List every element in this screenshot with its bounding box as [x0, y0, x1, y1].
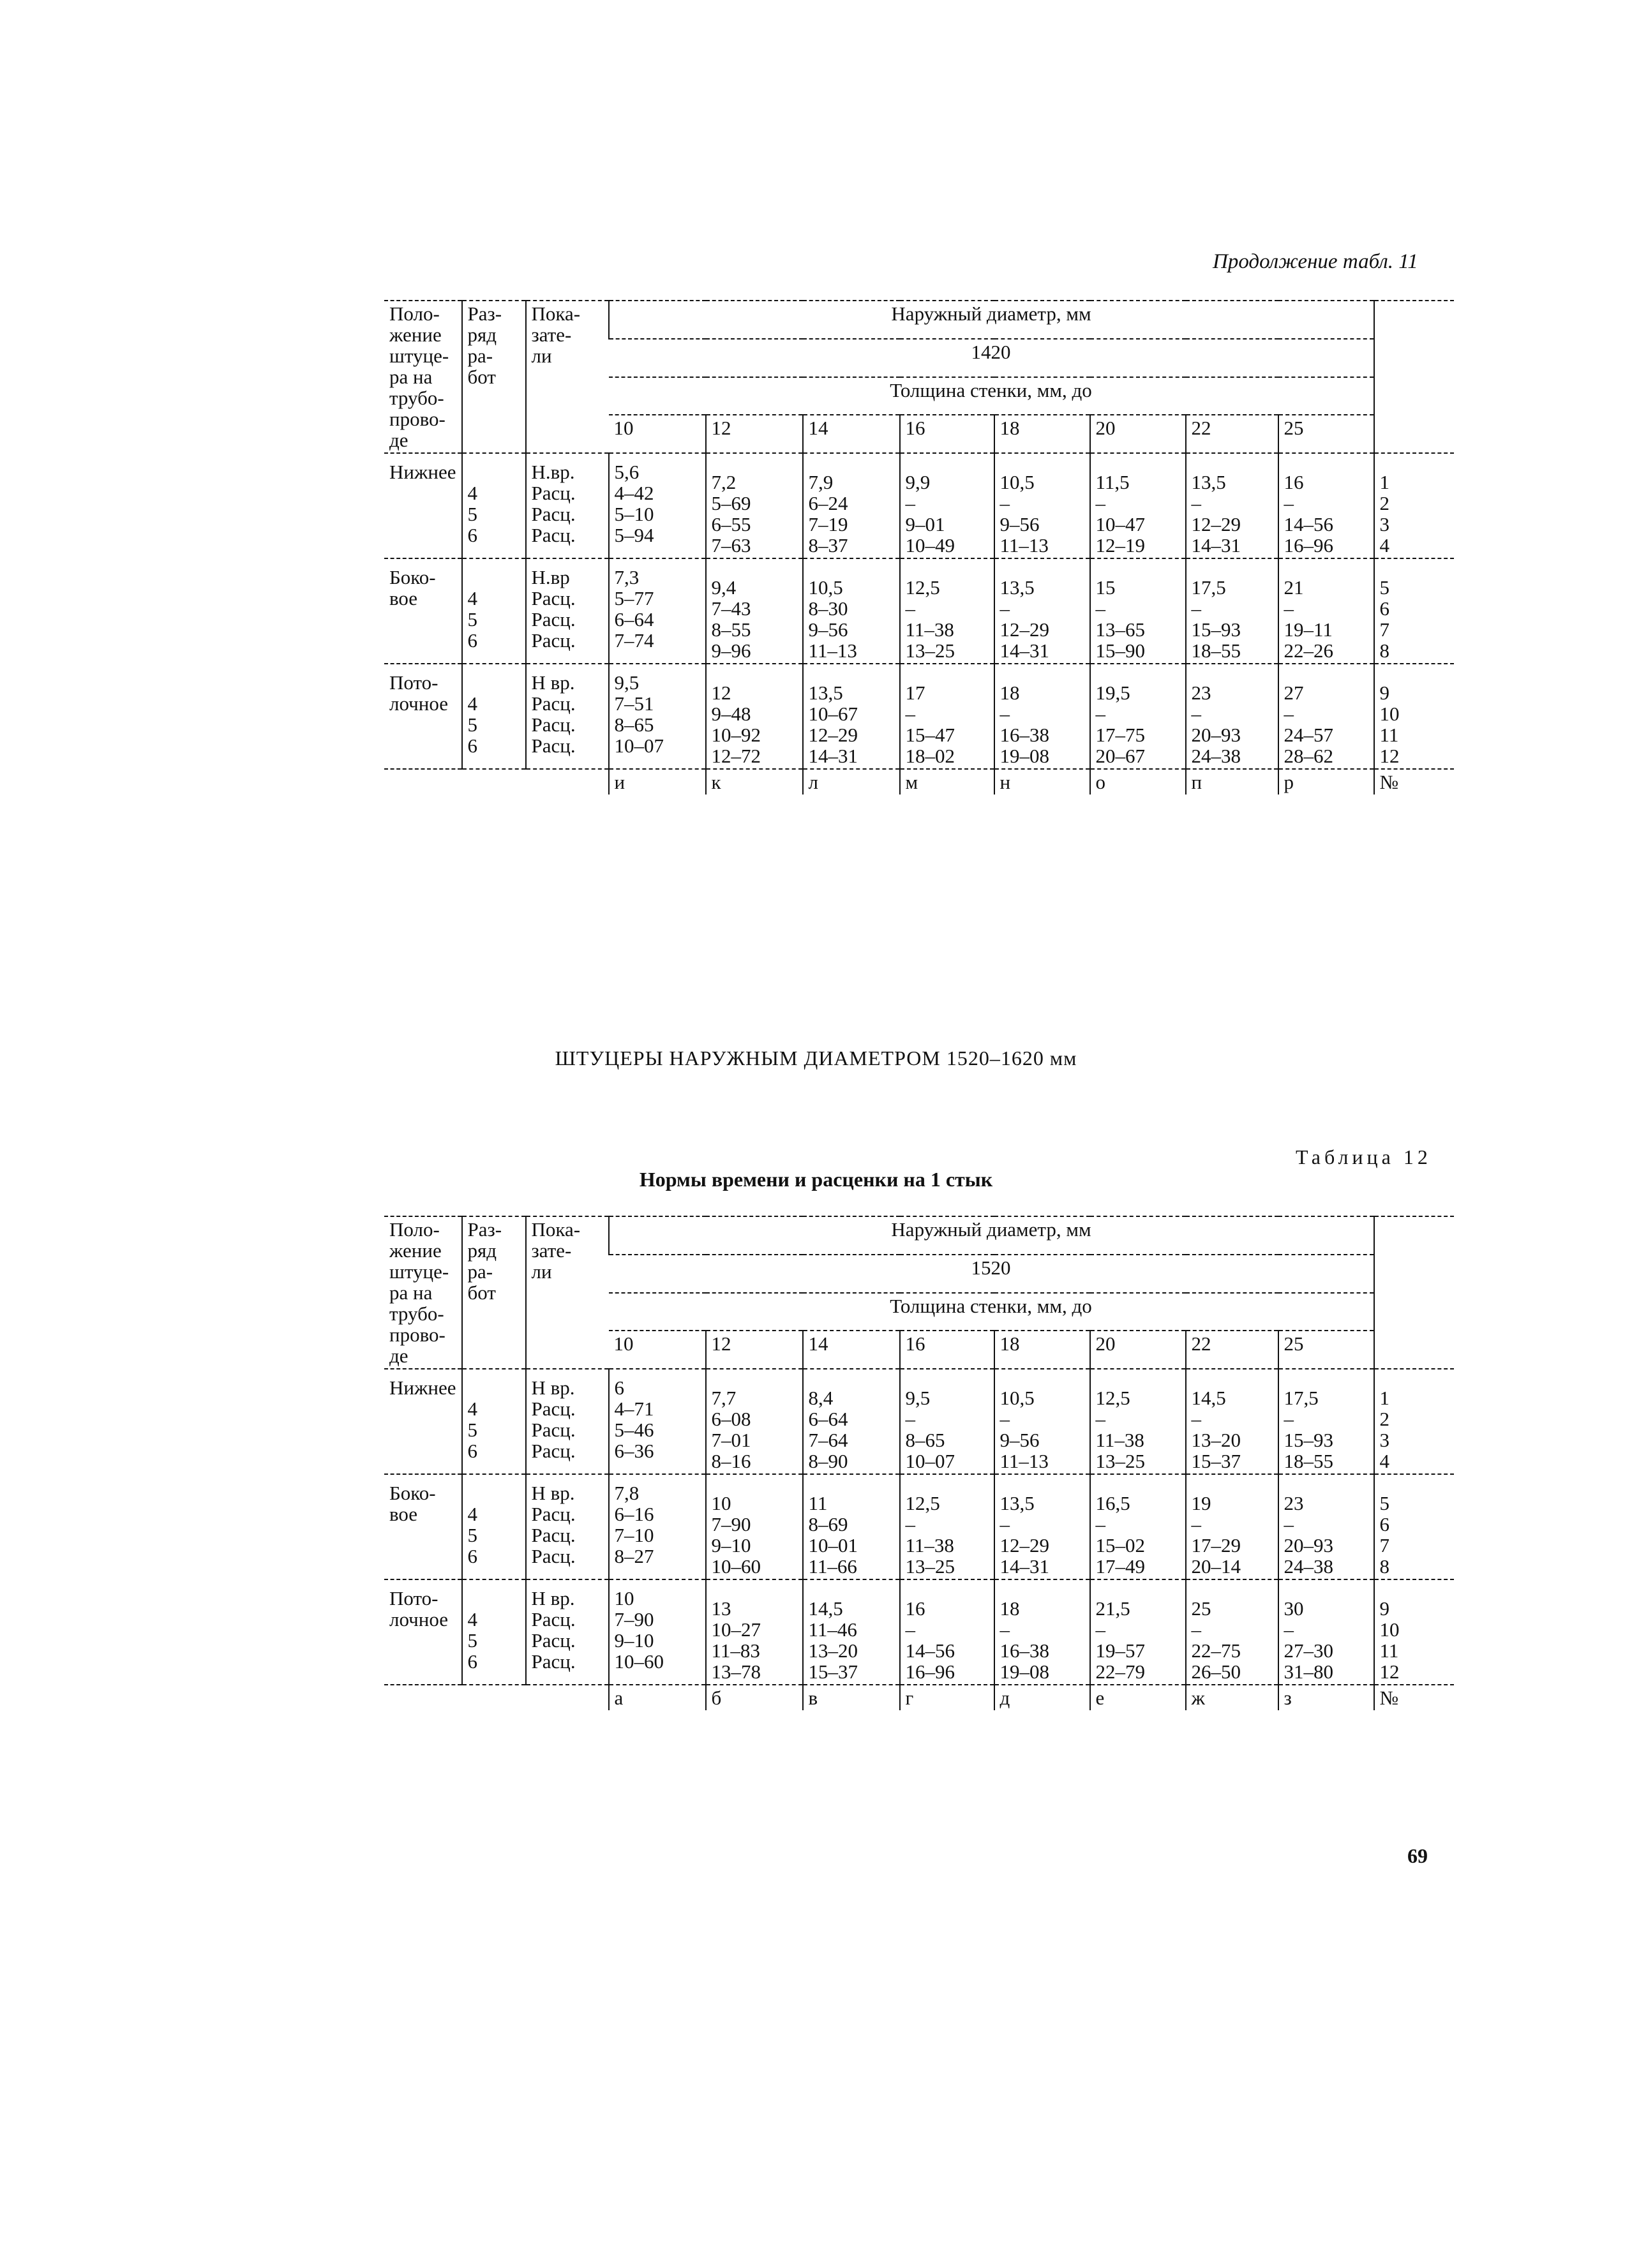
value-cell: 19,5 – 17–75 20–67: [1090, 664, 1186, 769]
row-number-cell: 1 2 3 4: [1374, 1369, 1454, 1474]
value-cell: 10,5 8–30 9–56 11–13: [803, 558, 900, 664]
thickness-header: 10: [609, 1331, 706, 1369]
outer-diameter-header: Наружный диаметр, мм: [609, 1216, 1374, 1255]
value-cell: 12,5 – 11–38 13–25: [900, 558, 994, 664]
table-row: [384, 1474, 1454, 1579]
diameter-value: 1420: [609, 339, 1374, 377]
value-cell: 23 – 20–93 24–38: [1278, 1474, 1374, 1579]
empty-cell: [526, 1685, 609, 1710]
column-letter: б: [706, 1685, 803, 1710]
indicators-cell: Н вр. Расц. Расц. Расц.: [526, 1579, 609, 1685]
value-cell: 7,2 5–69 6–55 7–63: [706, 453, 803, 558]
indicators-cell: Н вр. Расц. Расц. Расц.: [526, 1474, 609, 1579]
wall-thickness-header: Толщина стенки, мм, до: [609, 377, 1374, 415]
col-indicators-header: Пока- зате- ли: [526, 1216, 609, 1369]
table-caption: Нормы времени и расценки на 1 стык: [639, 1168, 993, 1191]
empty-cell: [384, 1685, 462, 1710]
table-row: [384, 1369, 1454, 1474]
value-cell: 25 – 22–75 26–50: [1186, 1579, 1278, 1685]
value-cell: 13 10–27 11–83 13–78: [706, 1579, 803, 1685]
thickness-header: 20: [1090, 1331, 1186, 1369]
wall-thickness-header: Толщина стенки, мм, до: [609, 1293, 1374, 1331]
section-title: ШТУЦЕРЫ НАРУЖНЫМ ДИАМЕТРОМ 1520–1620 мм: [555, 1047, 1077, 1070]
empty-cell: [462, 769, 526, 795]
thickness-header: 25: [1278, 415, 1374, 453]
column-letter: в: [803, 1685, 900, 1710]
thickness-header: 16: [900, 1331, 994, 1369]
value-cell: 12,5 – 11–38 13–25: [1090, 1369, 1186, 1474]
column-letter: о: [1090, 769, 1186, 795]
column-letter: ж: [1186, 1685, 1278, 1710]
grade-cell: 4 5 6: [462, 664, 526, 769]
table-row: [384, 453, 1454, 558]
value-cell: 14,5 – 13–20 15–37: [1186, 1369, 1278, 1474]
column-letter: д: [994, 1685, 1090, 1710]
col-grade-header: Раз- ряд ра- бот: [462, 1216, 526, 1369]
thickness-header: 14: [803, 415, 900, 453]
value-cell: 14,5 11–46 13–20 15–37: [803, 1579, 900, 1685]
position-cell: Пото- лочное: [384, 1579, 462, 1685]
position-cell: Нижнее: [384, 1369, 462, 1474]
position-cell: Пото- лочное: [384, 664, 462, 769]
thickness-header: 14: [803, 1331, 900, 1369]
column-letter: №: [1374, 769, 1454, 795]
column-letter: п: [1186, 769, 1278, 795]
value-cell: 11,5 – 10–47 12–19: [1090, 453, 1186, 558]
value-cell: 16,5 – 15–02 17–49: [1090, 1474, 1186, 1579]
value-cell: 11 8–69 10–01 11–66: [803, 1474, 900, 1579]
value-cell: 18 – 16–38 19–08: [994, 1579, 1090, 1685]
value-cell: 18 – 16–38 19–08: [994, 664, 1090, 769]
table-row: [384, 1579, 1454, 1685]
thickness-header: 12: [706, 415, 803, 453]
empty-cell: [526, 769, 609, 795]
value-cell: 10 7–90 9–10 10–60: [706, 1474, 803, 1579]
grade-cell: 4 5 6: [462, 453, 526, 558]
value-cell: 6 4–71 5–46 6–36: [609, 1369, 706, 1474]
column-letter: н: [994, 769, 1090, 795]
value-cell: 13,5 – 12–29 14–31: [994, 1474, 1090, 1579]
value-cell: 10,5 – 9–56 11–13: [994, 453, 1090, 558]
value-cell: 9,9 – 9–01 10–49: [900, 453, 994, 558]
number-col-header: [1374, 301, 1454, 453]
column-letter: г: [900, 1685, 994, 1710]
value-cell: 21 – 19–11 22–26: [1278, 558, 1374, 664]
value-cell: 12,5 – 11–38 13–25: [900, 1474, 994, 1579]
value-cell: 9,5 7–51 8–65 10–07: [609, 664, 706, 769]
column-letter: м: [900, 769, 994, 795]
thickness-header: 22: [1186, 1331, 1278, 1369]
norms-table-1520: [384, 1216, 1454, 1710]
col-position-header: Поло- жение штуце- ра на трубо- прово- де: [384, 301, 462, 453]
value-cell: 7,7 6–08 7–01 8–16: [706, 1369, 803, 1474]
grade-cell: 4 5 6: [462, 1369, 526, 1474]
position-cell: Боко- вое: [384, 1474, 462, 1579]
grade-cell: 4 5 6: [462, 1474, 526, 1579]
value-cell: 12 9–48 10–92 12–72: [706, 664, 803, 769]
diameter-value: 1520: [609, 1255, 1374, 1293]
page-number: 69: [1407, 1844, 1428, 1867]
value-cell: 17,5 – 15–93 18–55: [1278, 1369, 1374, 1474]
column-letter: а: [609, 1685, 706, 1710]
indicators-cell: Н.вр. Расц. Расц. Расц.: [526, 453, 609, 558]
value-cell: 7,9 6–24 7–19 8–37: [803, 453, 900, 558]
outer-diameter-header: Наружный диаметр, мм: [609, 301, 1374, 339]
value-cell: 17 – 15–47 18–02: [900, 664, 994, 769]
value-cell: 16 – 14–56 16–96: [1278, 453, 1374, 558]
position-cell: Нижнее: [384, 453, 462, 558]
value-cell: 9,5 – 8–65 10–07: [900, 1369, 994, 1474]
empty-cell: [462, 1685, 526, 1710]
value-cell: 13,5 – 12–29 14–31: [1186, 453, 1278, 558]
table-row: [384, 558, 1454, 664]
row-number-cell: 1 2 3 4: [1374, 453, 1454, 558]
grade-cell: 4 5 6: [462, 558, 526, 664]
thickness-header: 16: [900, 415, 994, 453]
value-cell: 23 – 20–93 24–38: [1186, 664, 1278, 769]
column-letter: р: [1278, 769, 1374, 795]
value-cell: 13,5 – 12–29 14–31: [994, 558, 1090, 664]
value-cell: 30 – 27–30 31–80: [1278, 1579, 1374, 1685]
table-label: Таблица 12: [1296, 1145, 1432, 1168]
thickness-header: 20: [1090, 415, 1186, 453]
value-cell: 7,8 6–16 7–10 8–27: [609, 1474, 706, 1579]
indicators-cell: Н вр. Расц. Расц. Расц.: [526, 664, 609, 769]
column-letters-row: [384, 1685, 1454, 1710]
value-cell: 13,5 10–67 12–29 14–31: [803, 664, 900, 769]
grade-cell: 4 5 6: [462, 1579, 526, 1685]
table-row: [384, 664, 1454, 769]
value-cell: 8,4 6–64 7–64 8–90: [803, 1369, 900, 1474]
column-letter: е: [1090, 1685, 1186, 1710]
column-letter: и: [609, 769, 706, 795]
row-number-cell: 5 6 7 8: [1374, 558, 1454, 664]
column-letter: л: [803, 769, 900, 795]
position-cell: Боко- вое: [384, 558, 462, 664]
col-grade-header: Раз- ряд ра- бот: [462, 301, 526, 453]
value-cell: 10,5 – 9–56 11–13: [994, 1369, 1090, 1474]
thickness-header: 22: [1186, 415, 1278, 453]
norms-table-1420: [384, 300, 1454, 795]
value-cell: 9,4 7–43 8–55 9–96: [706, 558, 803, 664]
value-cell: 19 – 17–29 20–14: [1186, 1474, 1278, 1579]
value-cell: 16 – 14–56 16–96: [900, 1579, 994, 1685]
indicators-cell: Н вр. Расц. Расц. Расц.: [526, 1369, 609, 1474]
indicators-cell: Н.вр Расц. Расц. Расц.: [526, 558, 609, 664]
col-position-header: Поло- жение штуце- ра на трубо- прово- де: [384, 1216, 462, 1369]
thickness-header: 25: [1278, 1331, 1374, 1369]
thickness-header: 18: [994, 1331, 1090, 1369]
row-number-cell: 5 6 7 8: [1374, 1474, 1454, 1579]
value-cell: 17,5 – 15–93 18–55: [1186, 558, 1278, 664]
thickness-header: 10: [609, 415, 706, 453]
value-cell: 21,5 – 19–57 22–79: [1090, 1579, 1186, 1685]
number-col-header: [1374, 1216, 1454, 1369]
value-cell: 15 – 13–65 15–90: [1090, 558, 1186, 664]
column-letter: з: [1278, 1685, 1374, 1710]
continuation-note: Продолжение табл. 11: [1213, 250, 1418, 273]
value-cell: 7,3 5–77 6–64 7–74: [609, 558, 706, 664]
thickness-header: 18: [994, 415, 1090, 453]
value-cell: 5,6 4–42 5–10 5–94: [609, 453, 706, 558]
row-number-cell: 9 10 11 12: [1374, 1579, 1454, 1685]
value-cell: 27 – 24–57 28–62: [1278, 664, 1374, 769]
column-letter: №: [1374, 1685, 1454, 1710]
column-letter: к: [706, 769, 803, 795]
empty-cell: [384, 769, 462, 795]
col-indicators-header: Пока- зате- ли: [526, 301, 609, 453]
row-number-cell: 9 10 11 12: [1374, 664, 1454, 769]
column-letters-row: [384, 769, 1454, 795]
thickness-header: 12: [706, 1331, 803, 1369]
value-cell: 10 7–90 9–10 10–60: [609, 1579, 706, 1685]
